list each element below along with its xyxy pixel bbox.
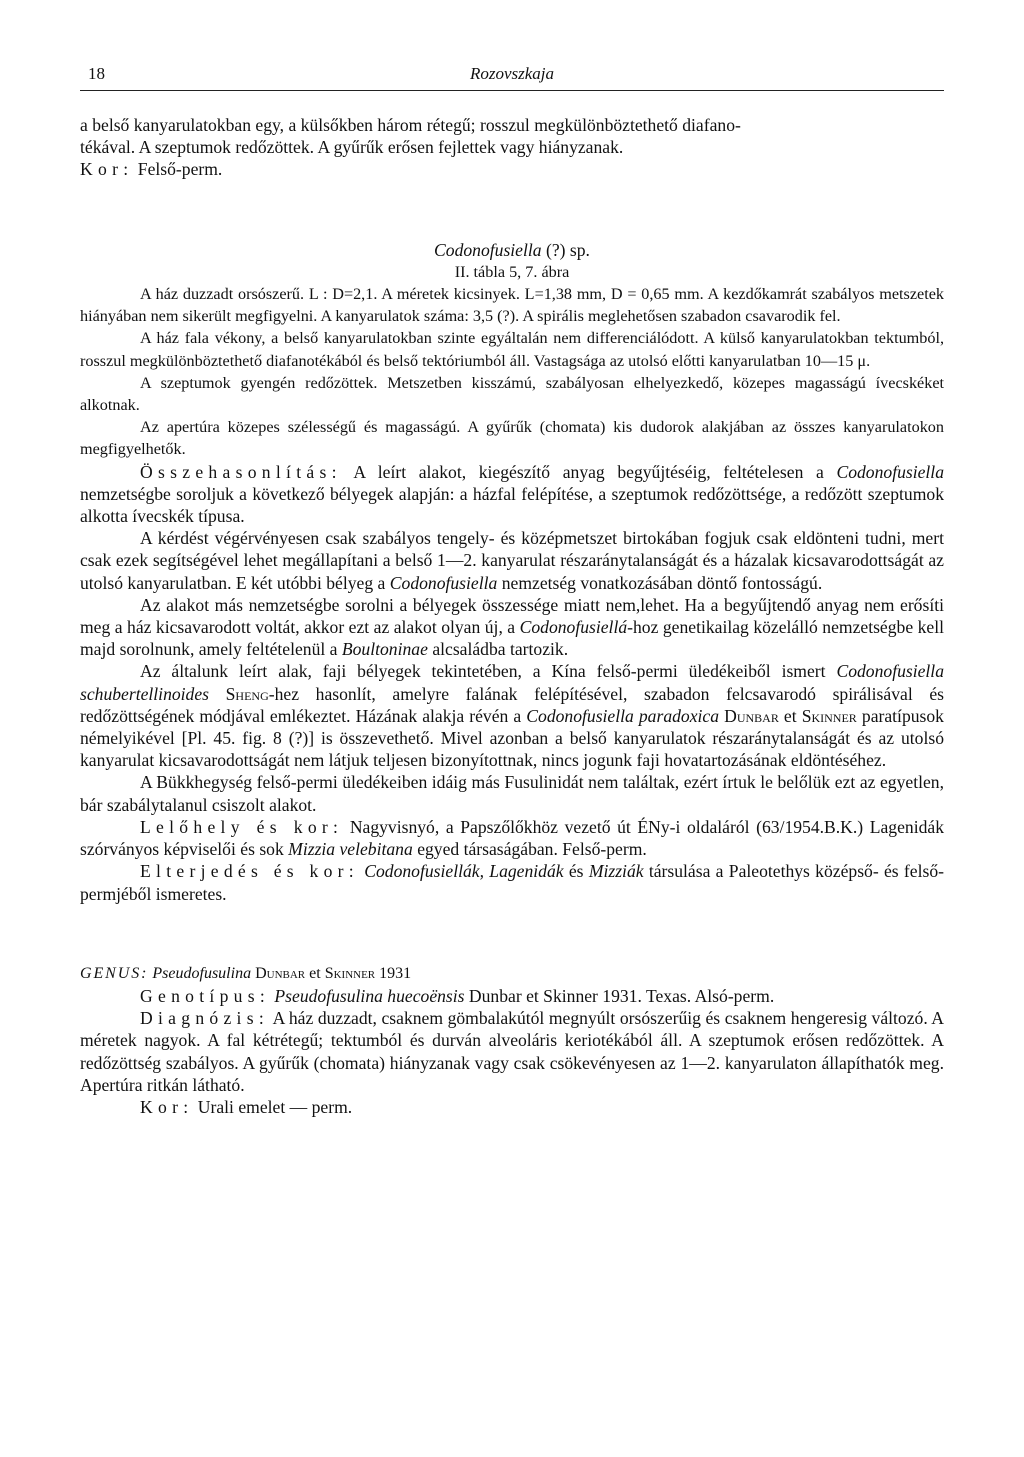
section-label: Diagnózis: [140,1008,270,1029]
species-description [80,283,944,461]
paragraph: A szeptumok gyengén redőzöttek. Metszetben kisszámú, szabályosan elhelyezkedő, közepes magasságú ívecskéket alkotnak. [80,373,944,415]
spacer [80,181,944,239]
page-header [80,62,944,91]
genus-heading: GENUS: Pseudofusulina Dunbar et Skinner 1931 [80,964,412,982]
age-value: Felső-perm. [137,159,223,180]
paragraph: Az apertúra közepes szélességű és magasságú. A gyűrűk (chomata) kis dudorok alakjában az összes kanyarulatokon megfigyelhetők. [80,418,944,459]
section-label: Genotípus: [140,985,271,1006]
age-line: Kor: Urali emelet — perm. [140,1096,353,1117]
main-text [80,114,944,1118]
comparison-paragraph: Összehasonlítás: A leírt alakot, kiegészítő anyag begyűjtéséig, feltételesen a Codonofusiella nemzetségbe soroljuk a következő bélyegek alapján: a házfal felépítése, a szeptumok redőzöttsége, a redőzött szeptumok alkotta ívecskék típusa. [80,461,944,527]
section-label: Elterjedés és kor: [140,861,359,882]
section-label: Összehasonlítás: [140,461,342,482]
paragraph: Az általunk leírt alak, faji bélyegek tekintetében, a Kína felső-permi üledékeiből ismert Codonofusiella schubertellinoides Sheng-hez hasonlít, amelyre falának felépítésével, szabadon felcsavarodó spirálisával és redőzöttségének módjával emlékeztet. Házának alakja révén a Codonofusiella paradoxica Dunbar et Skinner paratípusok némelyikével [Pl. 45. fig. 8 (?)] is összevethető. Mivel azonban a belső kanyarulatok részaránytalanságát és az utolsó kanyarulat kicsavarodottságát nem látjuk teljesen bizonyítottnak, nincs jogunk faji hovatartozásának eldöntéséhez. [80,661,944,771]
age-line [80,158,944,180]
section-label: Kor: [140,1096,194,1117]
paragraph: A ház duzzadt orsószerű. L : D=2,1. A méretek kicsinyek. L=1,38 mm, D = 0,65 mm. A kezdőkamrát szabályos metszetek hiányában nem sikerült megfigyelni. A kanyarulatok száma: 3,5 (?). A spirális meglehetősen szabadon csavarodik fel. [80,285,944,326]
page-number: 18 [88,64,105,83]
running-title: Rozovszkaja [469,64,555,83]
paragraph: Az alakot más nemzetségbe sorolni a bélyegek összessége miatt nem,lehet. Ha a begyűjtendő anyag nem erősíti meg a ház kicsavarodott voltát, akkor ezt az alakot olyan új, a Codonofusiellá-hoz genetikailag közelálló nemzetségbe kell majd sorolnunk, amely feltételenül a Boultoninae alcsaládba tartozik. [80,594,944,660]
distribution-paragraph: Elterjedés és kor: Codonofusiellák, Lagenidák és Mizziák társulása a Paleotethys középső- és felső-permjéből ismeretes. [80,861,944,904]
text-line: tékával. A szeptumok redőzöttek. A gyűrűk erősen fejlettek vagy hiányzanak. [80,137,624,158]
age-label: Kor: [80,159,134,180]
text-line: a belső kanyarulatokban egy, a külsőkben három rétegű; rosszul megkülönböztethető diafano- [80,115,741,135]
paragraph: A kérdést végérvényesen csak szabályos tengely- és középmetszet birtokában fogjuk csak eldönteni tudni, mert csak ezek segítségével lehet megállapítani a belső 1—2. kanyarulat részaránytalanságát és a házalak kicsavarodottságát az utolsó kanyarulatban. E két utóbbi bélyeg a Codonofusiella nemzetség vonatkozásában döntő fontosságú. [80,528,944,593]
paragraph: A ház fala vékony, a belső kanyarulatokban szinte egyáltalán nem differenciálódott. A külső kanyarulatokban tektumból, rosszul megkülönböztethető diafanotékából és belső tektóriumból áll. Vastagsága az utolsó előtti kanyarulatban 10—15 μ. [80,329,944,370]
section-label: Lelőhely és kor: [140,816,344,837]
genotype-line: Genotípus: Pseudofusulina huecoënsis Dunbar et Skinner 1931. Texas. Alsó-perm. [140,985,775,1006]
species-title: Codonofusiella (?) sp. [434,239,590,260]
paragraph: A Bükkhegység felső-permi üledékeiben idáig más Fusulinidát nem találtak, ezért írtuk le belőlük ezt az egyetlen, bár szabálytalanul csiszolt alakot. [80,772,944,815]
diagnosis-paragraph: Diagnózis: A ház duzzadt, csaknem gömbalakútól megnyúlt orsószerűig és csaknem hengeresig változó. A méretek nagyok. A fal kétrétegű; tektumból és durván alveoláris keriotékából áll. A szeptumok erősen redőzöttek. A redőzöttség szabályos. A gyűrűk (chomata) hiányzanak vagy csak csökevényesen az 1—2. kanyarulaton állapíthatók meg. Apertúra ritkán látható. [80,1008,944,1095]
spacer [80,905,944,963]
plate-reference: II. tábla 5, 7. ábra [454,262,570,281]
locality-paragraph: Lelőhely és kor: Nagyvisnyó, a Papszőlőkhöz vezető út ÉNy-i oldaláról (63/1954.B.K.) Lagenidák szórványos képviselői és sok Mizzia velebitana egyed társaságában. Felső-perm. [80,816,944,860]
